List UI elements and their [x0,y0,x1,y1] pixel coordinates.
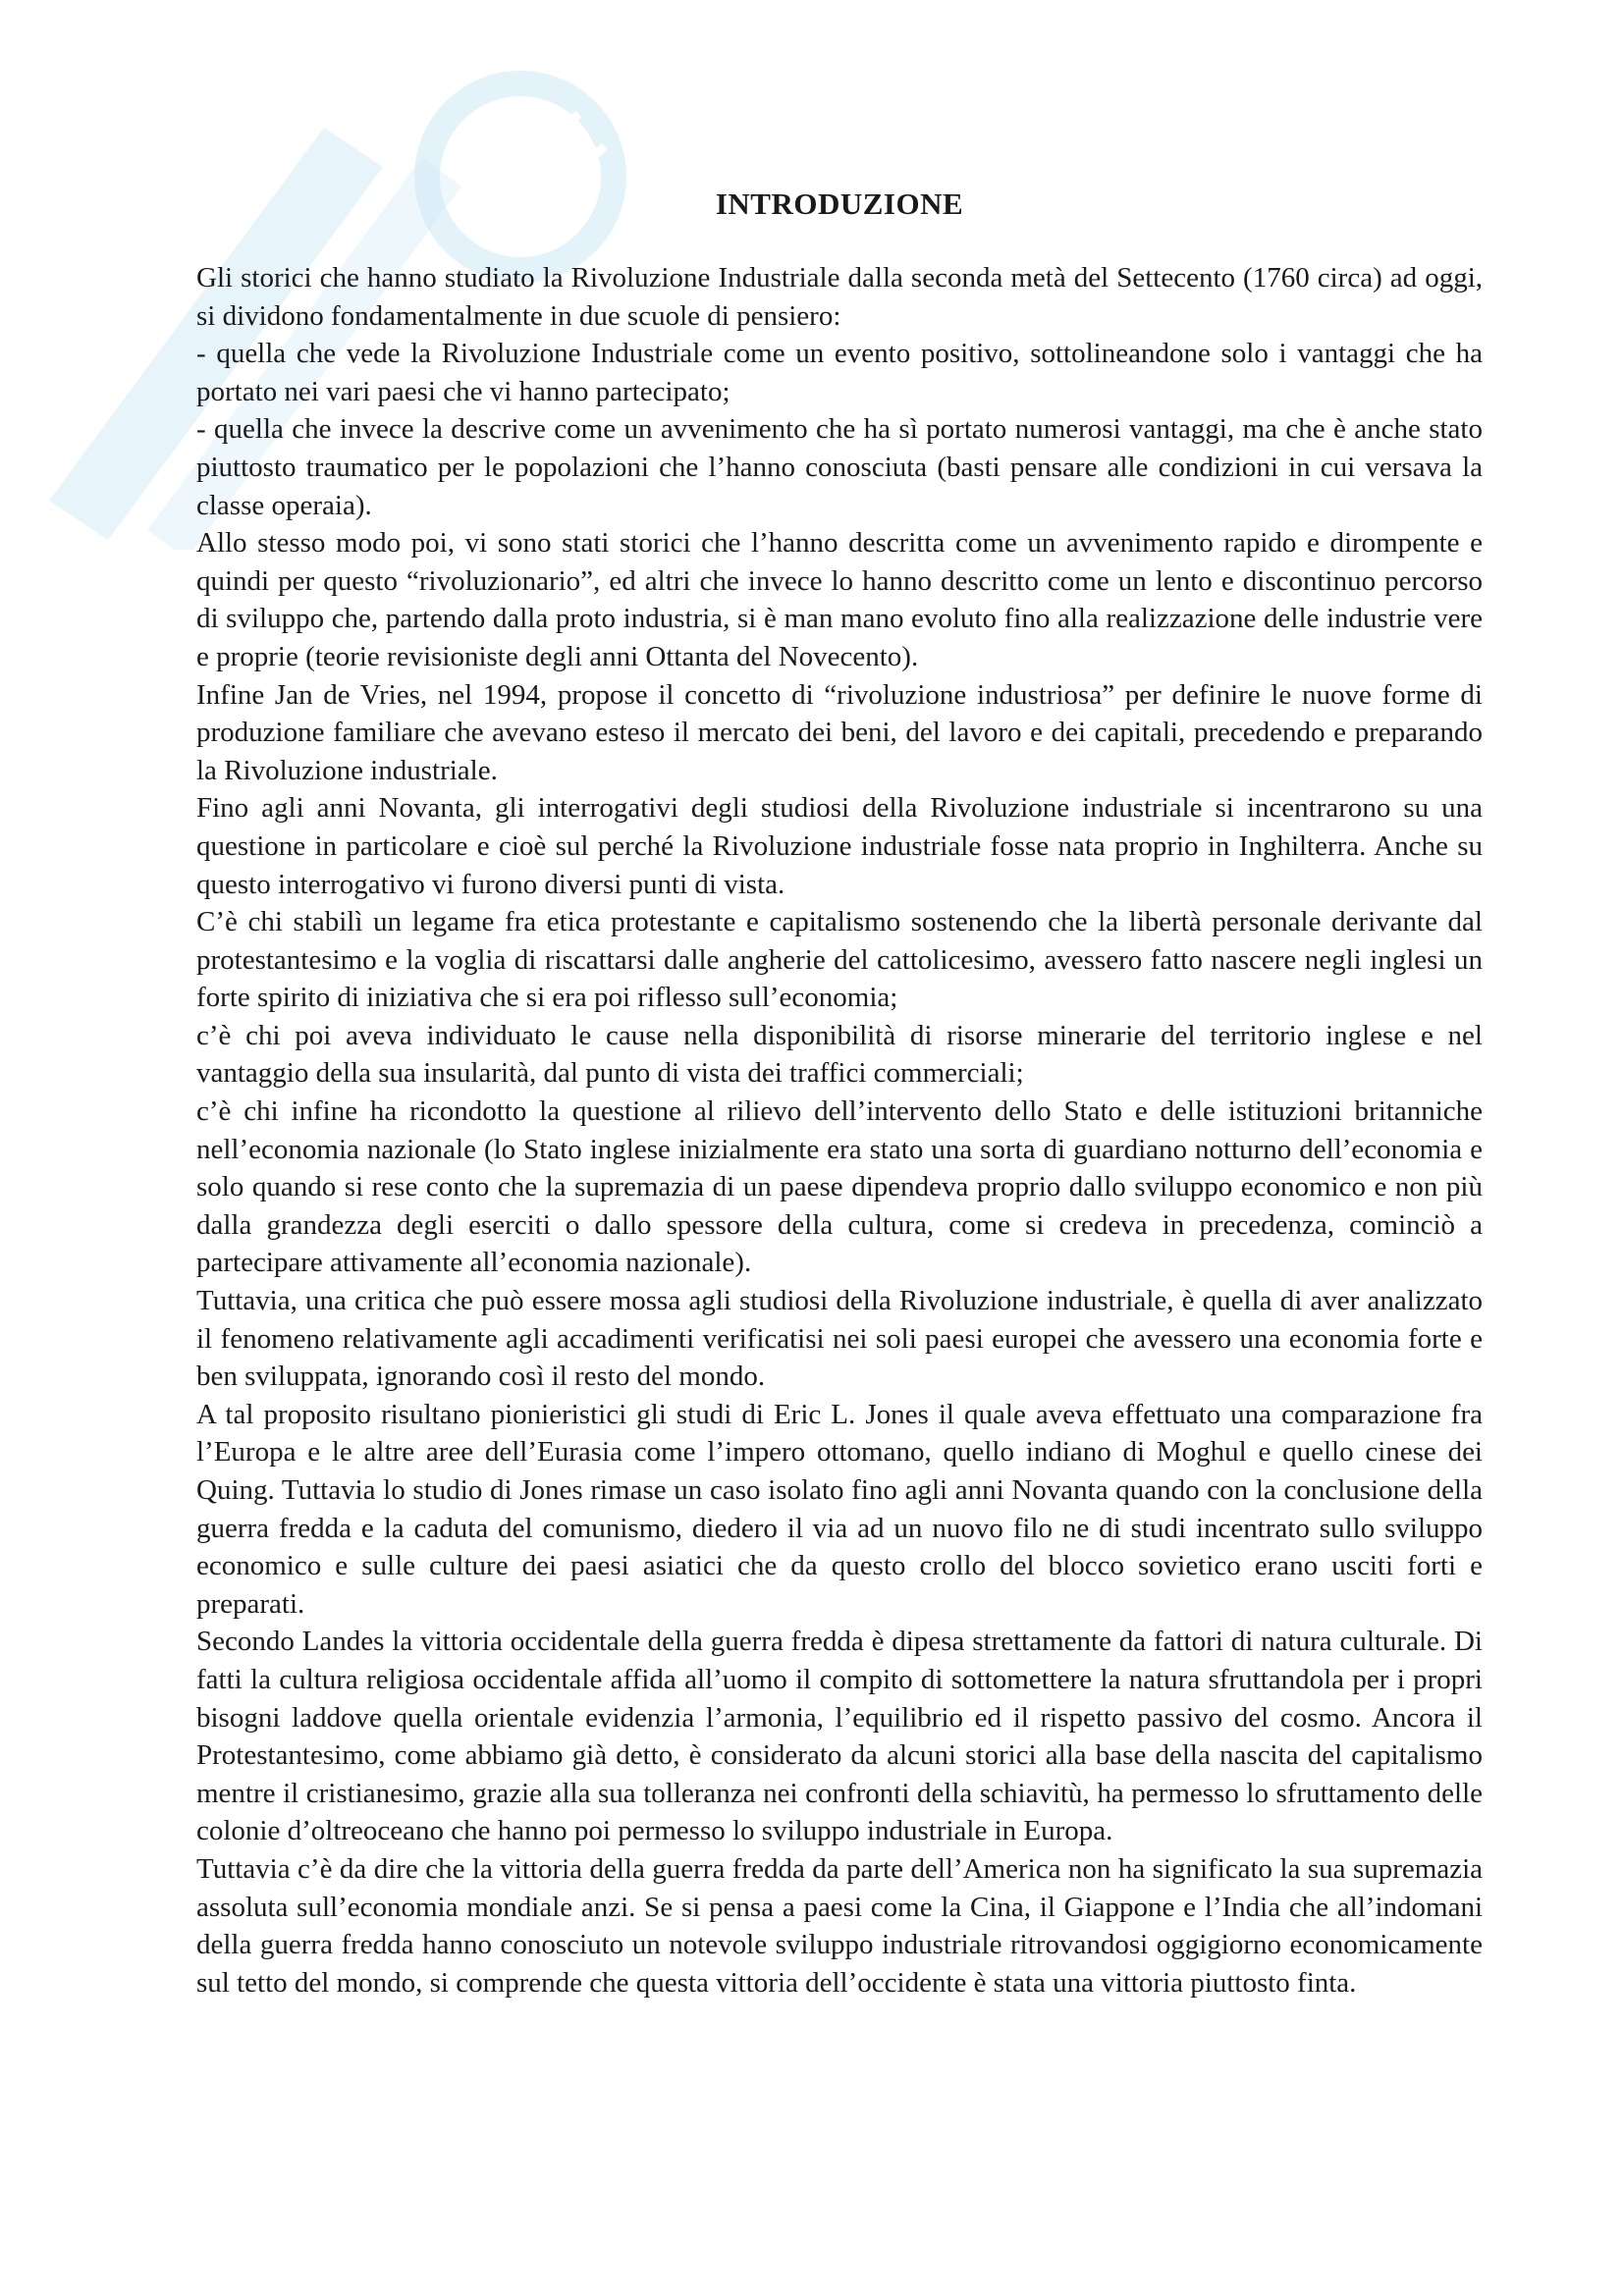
paragraph: C’è chi stabilì un legame fra etica protestante e capitalismo sostenendo che la libertà personale derivante dal protestantesimo e la voglia di riscattarsi dalle angherie del cattolicesimo, avessero fatto nascere negli inglesi un forte spirito di iniziativa che si era poi riflesso sull’economia; [196,906,1483,1014]
paragraph: Gli storici che hanno studiato la Rivoluzione Industriale dalla seconda metà del Settecento (1760 circa) ad oggi, si dividono fondamentalmente in due scuole di pensiero: [196,262,1483,332]
paragraph: Allo stesso modo poi, vi sono stati storici che l’hanno descritta come un avvenimento rapido e dirompente e quindi per questo “rivoluzionario”, ed altri che invece lo hanno descritto come un lento e discontinuo percorso di sviluppo che, partendo dalla proto industria, si è man mano evoluto fino alla realizzazione delle industrie vere e proprie (teorie revisioniste degli anni Ottanta del Novecento). [196,527,1483,672]
paragraph: Infine Jan de Vries, nel 1994, propose il concetto di “rivoluzione industriosa” per definire le nuove forme di produzione familiare che avevano esteso il mercato dei beni, del lavoro e dei capitali, precedendo e preparando la Rivoluzione industriale. [196,678,1483,786]
paragraph: Tuttavia c’è da dire che la vittoria della guerra fredda da parte dell’America non ha significato la sua supremazia assoluta sull’economia mondiale anzi. Se si pensa a paesi come la Cina, il Giappone e l’India che all’indomani della guerra fredda hanno conosciuto un notevole sviluppo industriale ritrovandosi oggigiorno economicamente sul tetto del mondo, si comprende che questa vittoria dell’occidente è stata una vittoria piuttosto finta. [196,1852,1483,1999]
paragraph: - quella che invece la descrive come un avvenimento che ha sì portato numerosi vantaggi, ma che è anche stato piuttosto traumatico per le popolazioni che l’hanno conosciuta (basti pensare alle condizioni in cui versava la classe operaia). [196,413,1483,521]
watermark-text: net [445,82,622,253]
page-title: INTRODUZIONE [715,187,964,221]
paragraph: Tuttavia, una critica che può essere mossa agli studiosi della Rivoluzione industriale, è quella di aver analizzato il fenomeno relativamente agli accadimenti verificatisi nei soli paesi europei che avessero una economia forte e ben sviluppata, ignorando così il resto del mondo. [196,1285,1483,1393]
paragraph: c’è chi infine ha ricondotto la questione al rilievo dell’intervento dello Stato e delle istituzioni britanniche nell’economia nazionale (lo Stato inglese inizialmente era stato una sorta di guardiano notturno dell’economia e solo quando si rese conto che la supremazia di un paese dipendeva proprio dallo sviluppo economico e non più dalla grandezza degli eserciti o dallo spessore della cultura, come si credeva in precedenza, cominciò a partecipare attivamente all’economia nazionale). [196,1095,1483,1279]
document-body [196,259,1483,2002]
paragraph: - quella che vede la Rivoluzione Industriale come un evento positivo, sottolineandone solo i vantaggi che ha portato nei vari paesi che vi hanno partecipato; [196,338,1483,407]
paragraph: A tal proposito risultano pionieristici gli studi di Eric L. Jones il quale aveva effettuato una comparazione fra l’Europa e le altre aree dell’Eurasia come l’impero ottomano, quello indiano di Moghul e quello cinese dei Quing. Tuttavia lo studio di Jones rimase un caso isolato fino agli anni Novanta quando con la conclusione della guerra fredda e la caduta del comunismo, diedero il via ad un nuovo filo ne di studi incentrato sullo sviluppo economico e sulle culture dei paesi asiatici che da questo crollo del blocco sovietico erano usciti forti e preparati. [196,1398,1483,1620]
paragraph: Fino agli anni Novanta, gli interrogativi degli studiosi della Rivoluzione industriale si incentrarono su una questione in particolare e cioè sul perché la Rivoluzione industriale fosse nata proprio in Inghilterra. Anche su questo interrogativo vi furono diversi punti di vista. [196,792,1483,900]
paragraph: c’è chi poi aveva individuato le cause nella disponibilità di risorse minerarie del territorio inglese e nel vantaggio della sua insularità, dal punto di vista dei traffici commerciali; [196,1019,1483,1090]
paragraph: Secondo Landes la vittoria occidentale della guerra fredda è dipesa strettamente da fattori di natura culturale. Di fatti la cultura religiosa occidentale affida all’uomo il compito di sottomettere la natura sfruttandola per i propri bisogni laddove quella orientale evidenzia l’armonia, l’equilibrio ed il rispetto passivo del cosmo. Ancora il Protestantesimo, come abbiamo già detto, è considerato da alcuni storici alla base della nascita del capitalismo mentre il cristianesimo, grazie alla sua tolleranza nei confronti della schiavitù, ha permesso lo sfruttamento delle colonie d’oltreoceano che hanno poi permesso lo sviluppo industriale in Europa. [196,1626,1483,1847]
document-page [196,187,1483,2002]
